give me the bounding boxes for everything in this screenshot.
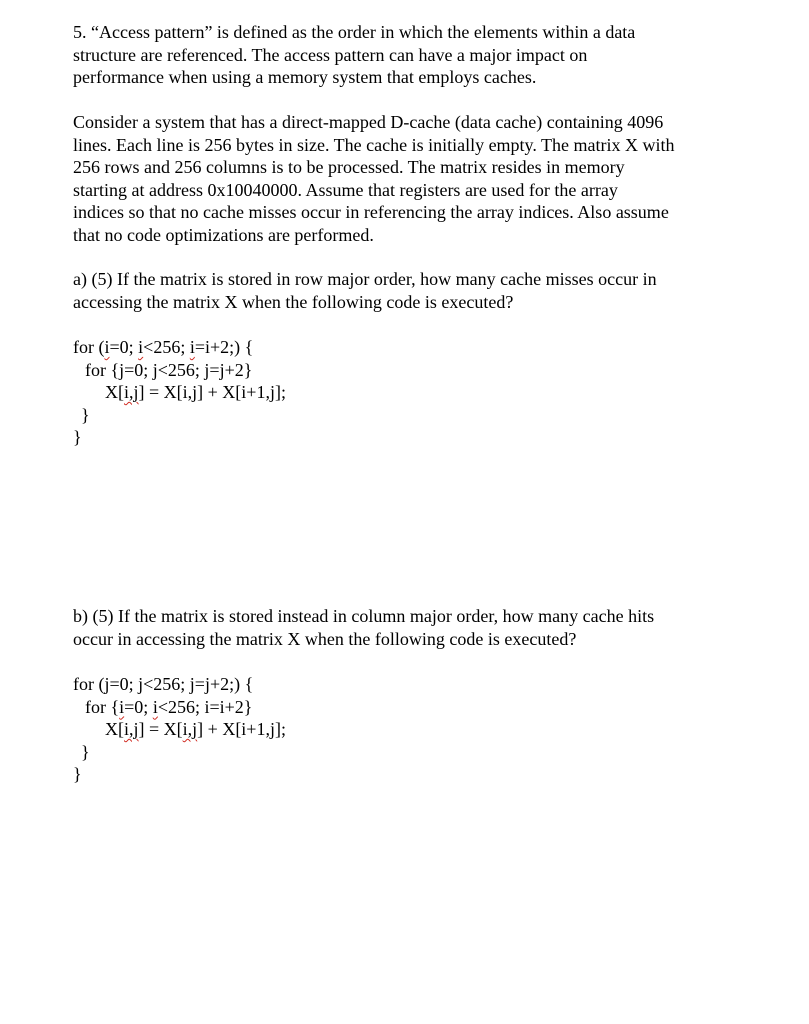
text-line: indices so that no cache misses occur in referencing the array indices. Also assume — [73, 202, 669, 222]
code-line-close-inner: } — [81, 741, 90, 762]
code-line-outer-loop: for (j=0; j<256; j=j+2;) { — [73, 674, 254, 694]
text-line: occur in accessing the matrix X when the following code is executed? — [73, 628, 577, 649]
spellcheck-word: i — [152, 696, 158, 717]
code-line-close-outer: } — [73, 764, 82, 784]
text-line: lines. Each line is 256 bytes in size. The cache is initially empty. The matrix X with — [73, 134, 675, 155]
text-line: that no code optimizations are performed. — [73, 224, 374, 245]
spellcheck-word: i,j — [182, 719, 198, 739]
code-line-outer-loop: for (i=0; i<256; i=i+2;) { — [73, 337, 254, 357]
code-line-statement: X[i,j] = X[i,j] + X[i+1,j]; — [105, 719, 286, 739]
text-line: a) (5) If the matrix is stored in row major order, how many cache misses occur in — [73, 269, 657, 289]
code-line-close-inner: } — [81, 404, 90, 425]
question-b — [73, 605, 763, 650]
problem-context — [73, 111, 763, 246]
text-line: accessing the matrix X when the following code is executed? — [73, 291, 514, 312]
code-block-a — [73, 336, 763, 449]
spellcheck-word: i,j — [124, 382, 139, 402]
spellcheck-word: i — [138, 337, 144, 357]
text-line: structure are referenced. The access pattern can have a major impact on — [73, 44, 588, 65]
spellcheck-word: i — [104, 337, 110, 357]
code-line-inner-loop: for {i=0; i<256; i=i+2} — [85, 696, 253, 717]
spellcheck-word: i — [189, 337, 195, 357]
code-block-b — [73, 673, 763, 786]
code-line-statement: X[i,j] = X[i,j] + X[i+1,j]; — [105, 382, 286, 402]
text-line: performance when using a memory system that employs caches. — [73, 67, 537, 87]
text-line: starting at address 0x10040000. Assume that registers are used for the array — [73, 179, 618, 200]
problem-intro — [73, 21, 763, 89]
text-line: b) (5) If the matrix is stored instead in column major order, how many cache hits — [73, 606, 655, 626]
code-line-inner-loop: for {j=0; j<256; j=j+2} — [85, 359, 253, 380]
text-line: Consider a system that has a direct-mapped D-cache (data cache) containing 4096 — [73, 112, 664, 132]
spellcheck-word: i — [119, 696, 125, 717]
spellcheck-word: i,j — [124, 719, 139, 739]
question-a — [73, 268, 763, 313]
text-line: 256 rows and 256 columns is to be processed. The matrix resides in memory — [73, 157, 625, 177]
code-line-close-outer: } — [73, 427, 82, 447]
text-line: 5. “Access pattern” is defined as the order in which the elements within a data — [73, 22, 636, 42]
